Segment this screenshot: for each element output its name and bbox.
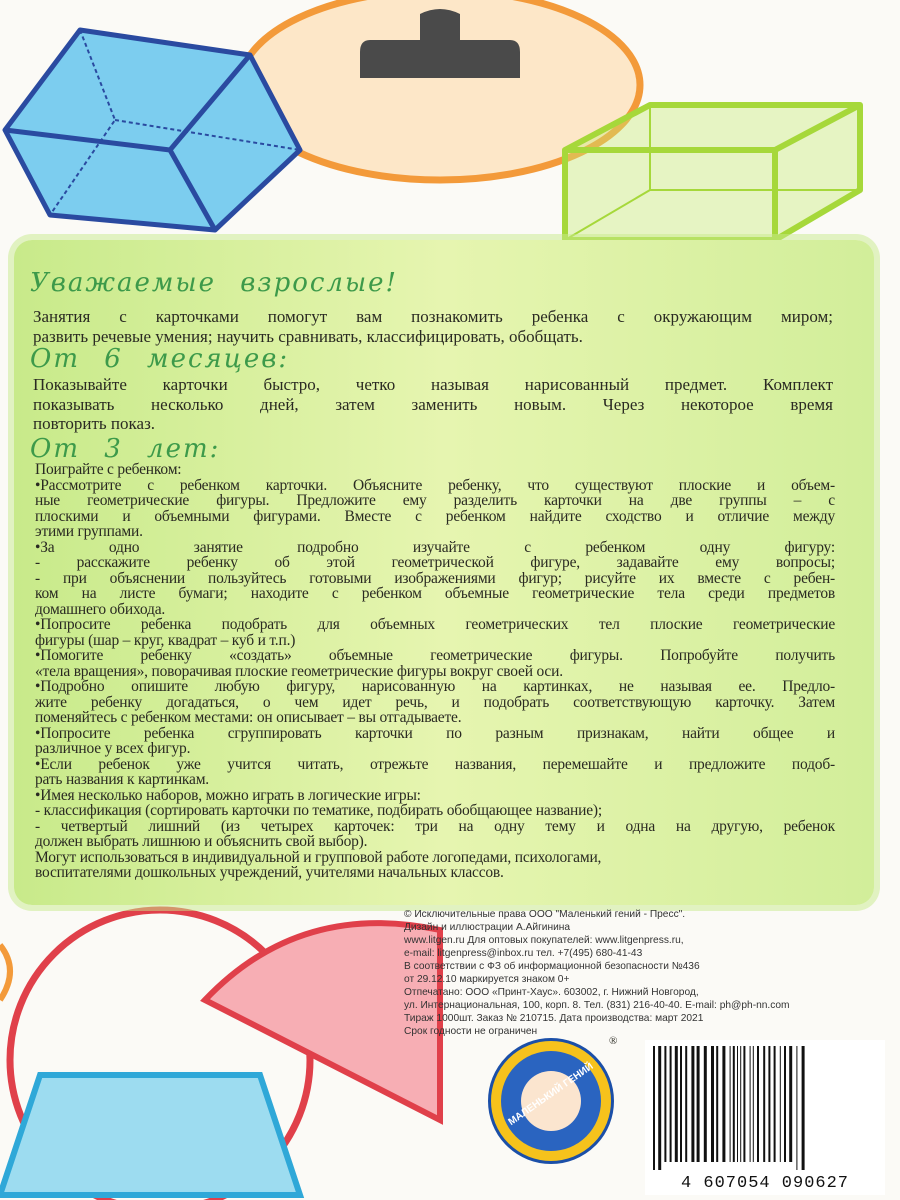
- barcode-bar: [664, 1046, 666, 1162]
- text-line: Занятия с карточками помогут вам познакомить ребенка с окружающим миром;: [33, 307, 833, 326]
- text-line: ком на листе бумаги; находите с ребенком объемные геометрические тела среди предметов: [35, 585, 835, 602]
- barcode-bar: [768, 1046, 770, 1162]
- three-years-heading: От 3 лет:: [30, 434, 221, 464]
- barcode-bar: [733, 1046, 735, 1162]
- cyan-trapezoid: [0, 1075, 300, 1195]
- three-years-text: [35, 462, 835, 881]
- barcode-bar: [697, 1046, 700, 1162]
- barcode-bar: [685, 1046, 687, 1162]
- text-line: ные геометрические фигуры. Предложите ему разделить карточки на две группы – с: [35, 492, 835, 509]
- text-line: •Помогите ребенку «создать» объемные геометрические фигуры. Попробуйте получить: [35, 647, 835, 664]
- barcode-bar: [653, 1046, 655, 1170]
- green-box: [565, 105, 860, 240]
- barcode-bar: [802, 1046, 805, 1170]
- orange-arc: [0, 945, 10, 1000]
- barcode-bar: [753, 1046, 754, 1162]
- imprint-line: ул. Интернациональная, 100, корп. 8. Тел. (831) 216-40-40. E-mail: ph@ph-nn.com: [404, 1000, 790, 1011]
- text-line: плоскими и объемными фигурами. Вместе с ребенком найдите сходство и отличие между: [35, 507, 835, 525]
- imprint-text: [404, 908, 790, 1038]
- text-line: развить речевые умения; научить сравнивать, классифицировать, обобщать.: [33, 326, 583, 346]
- text-line: •Рассмотрите с ребенком карточки. Объясните ребенку, что существуют плоские и объем-: [35, 476, 835, 494]
- imprint-line: Срок годности не ограничен: [404, 1026, 538, 1037]
- barcode-bar: [730, 1046, 731, 1162]
- text-line: поменяйтесь с ребенком местами: он описывает – вы отгадываете.: [35, 709, 462, 726]
- text-line: «тела вращения», поворачивая плоские геометрические фигуры вокруг своей оси.: [35, 662, 563, 680]
- text-line: жите ребенку догадаться, о чем идет речь, и подобрать соответствующую карточку. Затем: [35, 693, 835, 711]
- text-line: Показывайте карточки быстро, четко называя нарисованный предмет. Комплект: [33, 375, 833, 394]
- intro-text: [33, 307, 833, 346]
- barcode-bar: [763, 1046, 765, 1162]
- logo: [488, 1035, 618, 1164]
- greeting-heading: Уважаемые взрослые!: [30, 268, 398, 298]
- text-line: •Подробно опишите любую фигуру, нарисованную на картинках, не называя ее. Предло-: [35, 678, 835, 695]
- barcode-bar: [796, 1046, 797, 1170]
- barcode-bar: [680, 1046, 682, 1162]
- text-line: воспитателями дошкольных учреждений, учителями начальных классов.: [35, 864, 504, 881]
- text-line: повторить показ.: [33, 414, 156, 433]
- barcode-bar: [670, 1046, 672, 1162]
- logo-text: МАЛЕНЬКИЙ ГЕНИЙ: [506, 1061, 596, 1128]
- registered-mark: ®: [609, 1035, 618, 1047]
- barcode-bar: [780, 1046, 781, 1162]
- text-line: Поиграйте с ребенком:: [35, 461, 182, 478]
- barcode-bars: [645, 1040, 885, 1170]
- text-line: - расскажите ребенку об этой геометрической фигуре, задавайте ему вопросы;: [35, 554, 835, 571]
- imprint-line: e-mail: litgenpress@inbox.ru тел. +7(495) 680-41-43: [404, 948, 643, 959]
- text-line: •Попросите ребенка подобрать для объемных геометрических тел плоские геометрические: [35, 616, 835, 633]
- barcode-bar: [750, 1046, 751, 1162]
- text-line: •Имея несколько наборов, можно играть в логические игры:: [35, 786, 421, 804]
- imprint-line: www.litgen.ru Для оптовых покупателей: www.litgenpress.ru,: [404, 935, 684, 946]
- barcode-bar: [784, 1046, 786, 1162]
- text-line: должен выбрать лишнюю и объяснить свой выбор).: [35, 833, 368, 850]
- six-months-heading: От 6 месяцев:: [30, 344, 290, 374]
- six-months-text: [33, 375, 833, 434]
- barcode-bar: [675, 1046, 678, 1162]
- barcode-bar: [691, 1046, 694, 1162]
- barcode-bar: [743, 1046, 745, 1162]
- barcode-bar: [789, 1046, 792, 1162]
- text-line: Могут использоваться в индивидуальной и групповой работе логопедами, психологами,: [35, 848, 602, 866]
- text-line: - классификация (сортировать карточки по тематике, подбирать обобщающее название);: [35, 802, 602, 819]
- text-line: - при объяснении пользуйтесь готовыми изображениями фигур; рисуйте их вместе с ребен-: [35, 569, 835, 587]
- barcode-bar: [711, 1046, 714, 1162]
- imprint-line: Тираж 1000шт. Заказ № 210715. Дата производства: март 2021: [404, 1013, 704, 1024]
- barcode-bar: [740, 1046, 741, 1162]
- text-line: •Если ребенок уже учится читать, отрежьте названия, перемешайте и предложите подоб-: [35, 755, 835, 773]
- imprint-line: В соответствии с ФЗ об информационной безопасности №436: [404, 961, 700, 972]
- text-line: •Попросите ребенка сгруппировать карточки по разным признакам, найти общее и: [35, 724, 835, 742]
- text-line: показывать несколько дней, затем заменить новым. Через некоторое время: [33, 394, 833, 414]
- barcode-bar: [774, 1046, 776, 1162]
- imprint-line: от 29.12.10 маркируется знаком 0+: [404, 974, 570, 985]
- barcode-number: 4 607054 090627: [680, 1174, 850, 1193]
- text-line: фигуры (шар – круг, квадрат – куб и т.п.): [35, 631, 296, 649]
- text-line: •За одно занятие подробно изучайте с ребенком одну фигуру:: [35, 538, 835, 556]
- text-line: этими группами.: [35, 523, 143, 540]
- text-line: домашнего обихода.: [35, 600, 166, 618]
- imprint-line: Отпечатано: ООО «Принт-Хаус». 603002, г. Нижний Новгород,: [404, 987, 699, 998]
- barcode: [645, 1040, 885, 1195]
- text-line: рать названия к картинкам.: [35, 771, 209, 788]
- barcode-bar: [737, 1046, 738, 1162]
- imprint-line: Дизайн и иллюстрации А.Айгинина: [404, 922, 571, 933]
- barcode-bar: [716, 1046, 718, 1162]
- barcode-bar: [757, 1046, 759, 1162]
- imprint-line: © Исключительные права ООО "Маленький гений - Пресс".: [404, 909, 686, 920]
- text-line: различное у всех фигур.: [35, 740, 191, 757]
- barcode-bar: [704, 1046, 707, 1162]
- barcode-bar: [722, 1046, 725, 1162]
- barcode-bar: [658, 1046, 661, 1170]
- text-line: - четвертый лишний (из четырех карточек: три на одну тему и одна на другую, ребенок: [35, 817, 835, 835]
